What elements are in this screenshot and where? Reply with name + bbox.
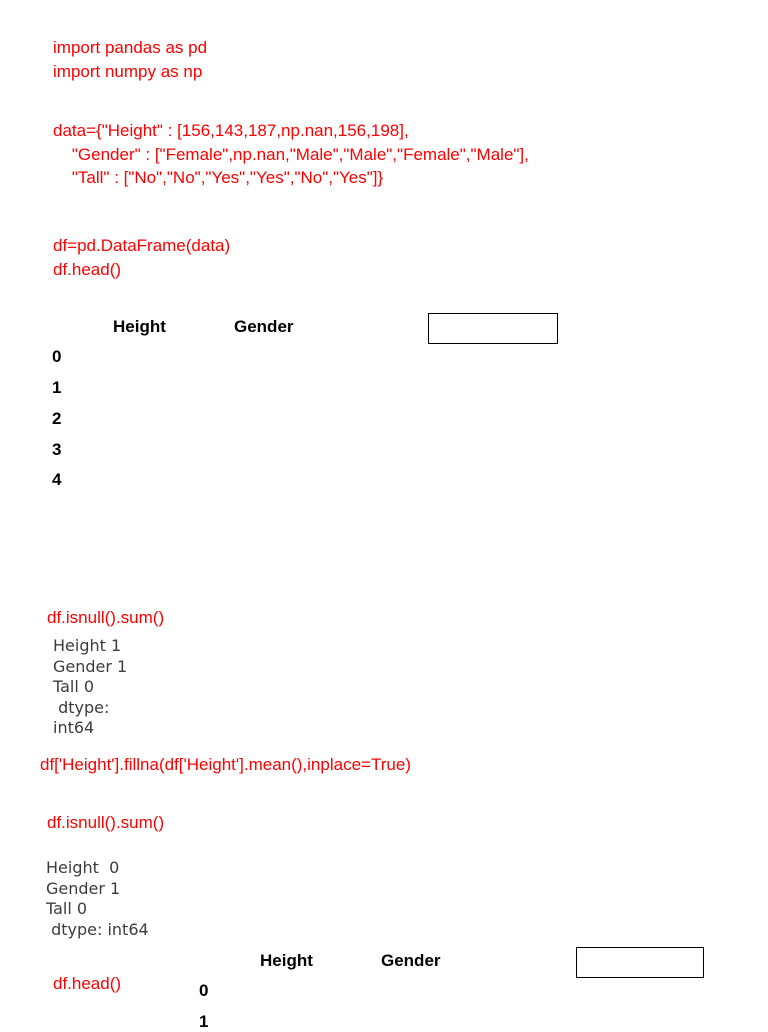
row-index: 1 (52, 378, 62, 397)
output-line: Height 1 (53, 636, 122, 655)
column-header-height: Height (113, 317, 166, 336)
column-header-gender: Gender (234, 317, 294, 336)
isnull-code-1: df.isnull().sum() (47, 608, 165, 627)
data-code-line-1: data={"Height" : [156,143,187,np.nan,156,198], (53, 121, 409, 140)
isnull-code-2: df.isnull().sum() (47, 813, 165, 832)
row-index: 0 (199, 981, 209, 1000)
dataframe-code-line: df=pd.DataFrame(data) (53, 236, 231, 255)
import-numpy-line: import numpy as np (53, 62, 203, 81)
output-line: dtype: int64 (46, 920, 149, 939)
header-empty-box (428, 313, 558, 344)
column-header-height: Height (260, 951, 313, 970)
row-index: 1 (199, 1012, 209, 1031)
head-code-2: df.head() (53, 974, 122, 993)
head-code-line: df.head() (53, 260, 122, 279)
row-index: 0 (52, 347, 62, 366)
column-header-gender: Gender (381, 951, 441, 970)
output-line: Height 0 (46, 858, 120, 877)
import-pandas-line: import pandas as pd (53, 38, 208, 57)
row-index: 4 (52, 470, 62, 489)
fillna-code: df['Height'].fillna(df['Height'].mean(),inplace=True) (40, 755, 411, 774)
row-index: 2 (52, 409, 62, 428)
output-line: Tall 0 (46, 899, 88, 918)
output-line: Tall 0 (53, 677, 95, 696)
row-index: 3 (52, 440, 62, 459)
data-code-line-3: "Tall" : ["No","No","Yes","Yes","No","Yes"]} (53, 168, 384, 187)
output-line: Gender 1 (46, 879, 121, 898)
header-empty-box (576, 947, 704, 978)
data-code-line-2: "Gender" : ["Female",np.nan,"Male","Male","Female","Male"], (53, 145, 529, 164)
output-line: Gender 1 (53, 657, 128, 676)
output-line: int64 (53, 718, 95, 737)
output-line: dtype: (53, 698, 110, 717)
